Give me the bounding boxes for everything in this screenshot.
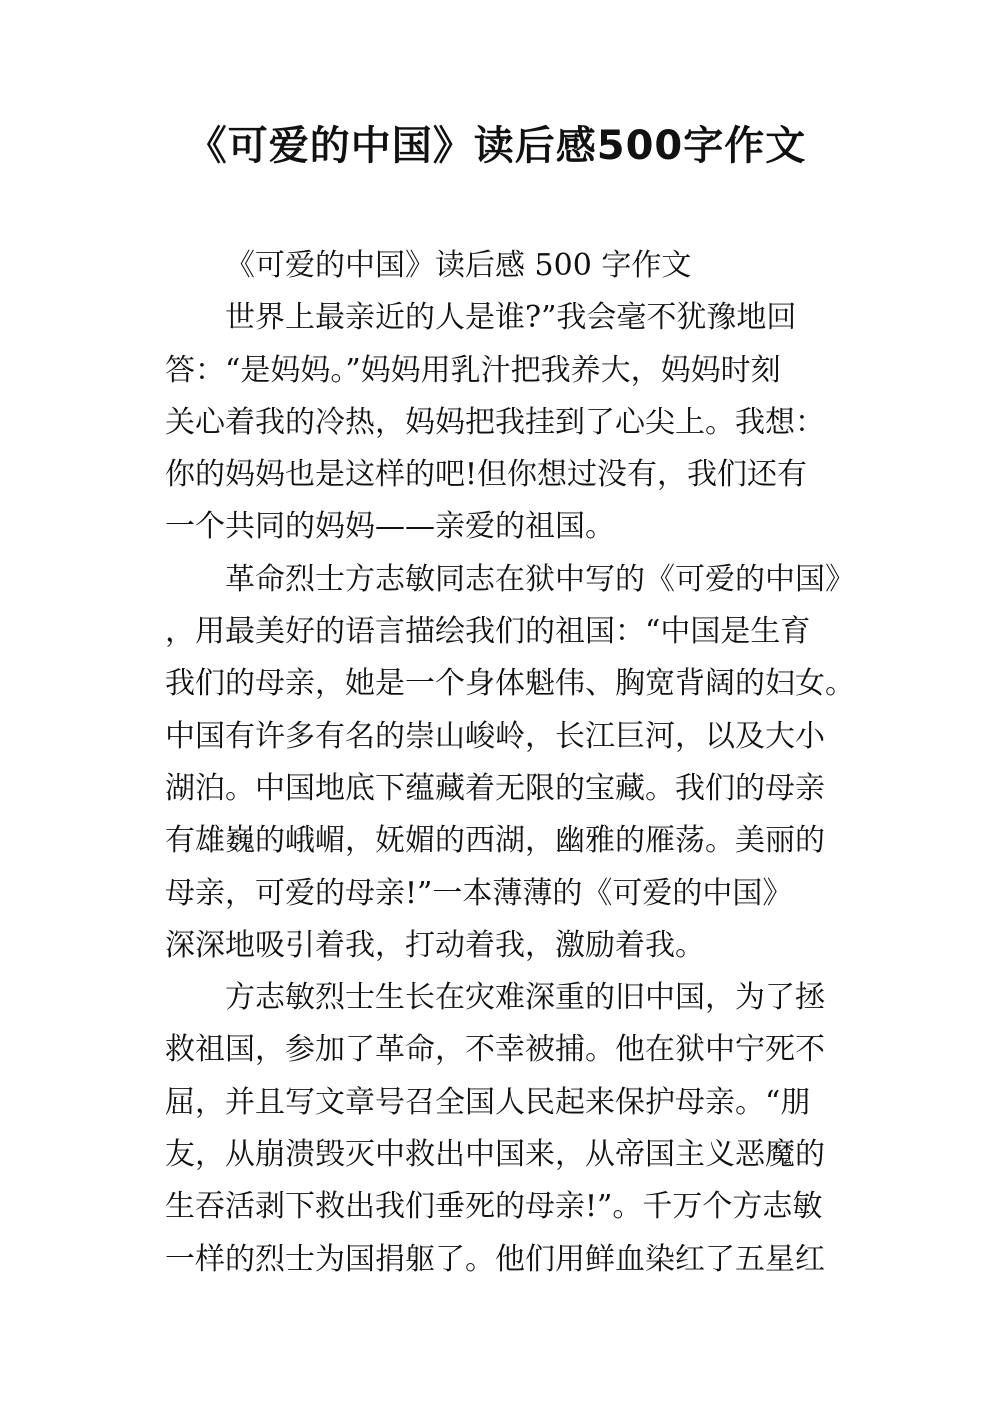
paragraph-2-line-7: 母亲，可爱的母亲!”一本薄薄的《可爱的中国》 <box>165 875 793 911</box>
paragraph-2-line-6: 有雄巍的峨嵋，妩媚的西湖，幽雅的雁荡。美丽的 <box>165 823 825 859</box>
paragraph-2-line-5: 湖泊。中国地底下蕴藏着无限的宝藏。我们的母亲 <box>165 770 825 806</box>
paragraph-1-line-3: 关心着我的冷热，妈妈把我挂到了心尖上。我想： <box>165 404 825 440</box>
paragraph-1-line-1: 世界上最亲近的人是谁?”我会毫不犹豫地回 <box>225 300 797 336</box>
paragraph-2-line-4: 中国有许多有名的崇山峻岭，长江巨河，以及大小 <box>165 718 825 754</box>
paragraph-2-line-1: 革命烈士方志敏同志在狱中写的《可爱的中国》 <box>225 561 855 597</box>
paragraph-1-line-2: 答：“是妈妈。”妈妈用乳汁把我养大，妈妈时刻 <box>165 352 781 388</box>
paragraph-3-line-2: 救祖国，参加了革命，不幸被捕。他在狱中宁死不 <box>165 1032 825 1068</box>
paragraph-1-line-4: 你的妈妈也是这样的吧!但你想过没有，我们还有 <box>165 457 808 493</box>
paragraph-3-line-3: 屈，并且写文章号召全国人民起来保护母亲。“朋 <box>165 1084 811 1120</box>
document-body <box>165 240 855 1286</box>
subtitle-line: 《可爱的中国》读后感 500 字作文 <box>225 248 692 283</box>
paragraph-3-line-6: 一样的烈士为国捐躯了。他们用鲜血染红了五星红 <box>165 1241 825 1277</box>
paragraph-1-line-5: 一个共同的妈妈——亲爱的祖国。 <box>165 509 615 545</box>
paragraph-3-line-4: 友，从崩溃毁灭中救出中国来，从帝国主义恶魔的 <box>165 1137 825 1173</box>
paragraph-2-line-2: ，用最美好的语言描绘我们的祖国：“中国是生育 <box>165 614 811 650</box>
paragraph-3-line-5: 生吞活剥下救出我们垂死的母亲!”。千万个方志敏 <box>165 1189 823 1225</box>
paragraph-2-line-3: 我们的母亲，她是一个身体魁伟、胸宽背阔的妇女。 <box>165 666 855 702</box>
paragraph-3-line-1: 方志敏烈士生长在灾难深重的旧中国，为了拯 <box>225 980 825 1016</box>
paragraph-2-line-8: 深深地吸引着我，打动着我，激励着我。 <box>165 927 705 963</box>
document-title: 《可爱的中国》读后感500字作文 <box>186 123 807 169</box>
